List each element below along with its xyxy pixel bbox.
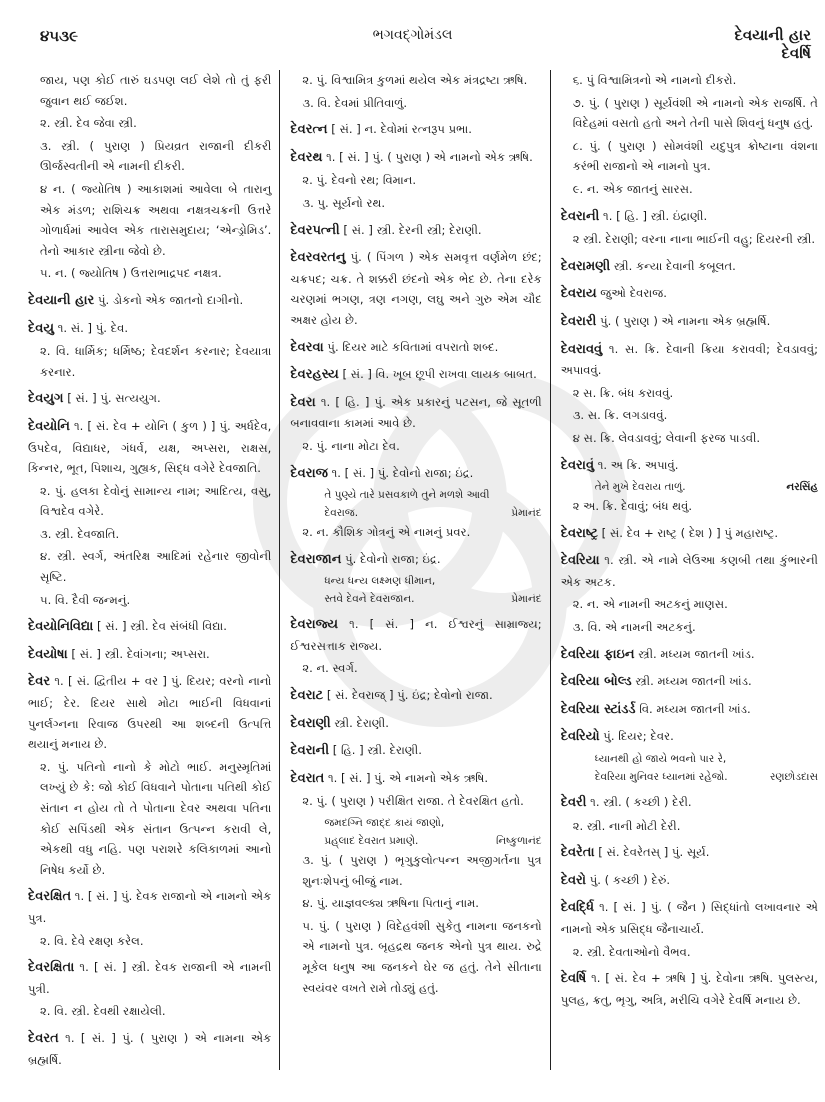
verse-line: સ્તવે દેવને દેવરાજાન.: [324, 593, 415, 606]
entry-headword: દેવયાની હાર: [28, 292, 95, 308]
dictionary-entry: [290, 713, 541, 735]
entry-headword: દેવર્દ્ધિ: [560, 900, 595, 916]
page-number: ૪૫૩૯: [40, 27, 79, 45]
entry-sense: ૯. ન. એક જાતનું સારસ.: [572, 181, 693, 196]
entry-definition: ૧. [ હિ. ] સ્ત્રી. ઇંદ્રાણી.: [599, 208, 708, 223]
entry-sense: ૨. વિ. દેવે રક્ષણ કરેલ.: [40, 933, 144, 948]
entry-sense: ૫. ન. ( જ્યોતિષ ) ઉત્તરાભાદ્રપદ નક્ષત્ર.: [40, 266, 222, 281]
dictionary-entry: [561, 671, 818, 693]
entry-sense: ૨. પું. ( પુરાણ ) પરીક્ષિત રાજા. તે દેવરક્ષિત હતો.: [302, 794, 524, 809]
entry-definition: ૧. અ ક્રિ. અપાવું.: [594, 457, 679, 472]
entry-sense: ૨. પું. નાના મોટા દેવ.: [302, 438, 400, 453]
entry-headword: દેવર: [28, 674, 51, 690]
entry-headword: દેવરા: [290, 394, 316, 410]
entry-definition: ૧. [ સં. ] પું. દેવક રાજાનો એ નામનો એક પુત્ર.: [28, 889, 272, 925]
dictionary-entry: [290, 337, 541, 359]
verse-author: પ્રેમાનંદ: [511, 507, 542, 520]
dictionary-entry: [290, 740, 541, 762]
entry-definition: ૧. [ સં. ] પું. ( જૈન ) સિદ્ધાંતો લખાવનાર એ નામનો એક પ્રસિદ્ધ જૈનાચાર્ય.: [560, 900, 818, 936]
entry-definition: ૧. [ સં. ] પું. ( પુરાણ ) એ નામના એક બ્રહ્મર્ષિ.: [28, 1030, 272, 1067]
dictionary-entry: [561, 726, 818, 748]
dictionary-entry: [28, 416, 271, 479]
dictionary-entry: [561, 870, 818, 892]
dictionary-entry: [28, 886, 271, 928]
dictionary-entry: [290, 614, 541, 656]
entry-sense: ૨. ન. સ્વર્ગ.: [302, 661, 358, 676]
entry-sense: ૨. પું. દેવનો રથ; વિમાન.: [302, 173, 417, 188]
entry-sense: ૫. પું. ( પુરાણ ) વિદેહવંશી સુકેતુ નામના જનકનો એ નામનો પુત્ર. બૃહદ્રથ જનક એનો પુત્ર થાય. રુદ્રે મૂકેલ ધનુષ આ જનકને ઘેર જ હતું. તેને સીતાના સ્વયંવર વખતે રામે તોડ્યું હતું.: [302, 918, 542, 995]
entry-sense: ૨. પું. પતિનો નાનો કે મોટો ભાઈ. મનુસ્મૃતિમાં લખ્યું છે કે: જો કોઈ વિધવાને પોતાના પતિથી કોઈ સંતાન ન હોય તો તે પોતાના દેવર અથવા પતિના કોઈ સપિંડથી એક સંતાન ઉત્પન્ન કરાવી લે, એકથી વધુ નહિ. પણ પરાશરે કલિકાળમાં આનો નિષેધ કર્યો છે.: [40, 759, 272, 877]
entry-sense: ૨ સ. ક્રિ. બંધ કરાવવું.: [572, 385, 674, 400]
verse-quotation: [561, 478, 818, 496]
entry-definition: [ સં. ] વિ. ખૂબ છૂપી રાખવા લાયક બાબત.: [338, 367, 537, 382]
entry-headword: દેવયોનિવિદ્યા: [28, 619, 94, 635]
verse-line: જમદગ્નિ જાદ્દ કાયં જાણો,: [324, 817, 445, 830]
entry-headword: દેવરાની: [290, 743, 330, 759]
dictionary-entry: [290, 247, 541, 330]
entry-sense: ૪ સ. ક્રિ. લેવડાવવું; લેવાની ફરજ પાડવી.: [572, 430, 761, 445]
entry-sense: ૨. વિ. સ્ત્રી. દેવથી રક્ષાયેલી.: [40, 1004, 166, 1019]
entry-headword: દેવરહસ્ય: [290, 367, 339, 383]
entry-definition: ૧. [ સં. ] ન. ઈશ્વરનું સામ્રાજ્ય; ઈશ્વરસત્તાક રાજ્ય.: [290, 617, 542, 653]
entry-headword: દેવરાજાન: [290, 551, 342, 567]
entry-headword: દેવરત્ન: [290, 122, 328, 138]
dictionary-entry: [28, 290, 271, 312]
entry-sense: ૬. પું વિશ્વામિત્રનો એ નામનો દીકરો.: [572, 73, 737, 87]
entry-definition: ૧. [ સં. ] સ્ત્રી. દેવક રાજાની એ નામની પુત્રી.: [28, 960, 272, 996]
dictionary-entry: [290, 549, 541, 571]
entry-sense: ૩. પુ. સૂર્યનો રથ.: [302, 195, 386, 210]
entry-definition: પું. દિયર; દેવર.: [599, 729, 674, 744]
dictionary-entry: [28, 318, 271, 340]
dictionary-entry: [290, 463, 541, 485]
entry-sense: ૨ સ્ત્રી. દેરાણી; વરના નાના ભાઈની વહુ; દિયરની સ્ત્રી.: [572, 232, 816, 247]
entry-sense: ૭. પું. ( પુરાણ ) સૂર્યવંશી એ નામનો એક રાજર્ષિ. તે વિદેહમાં વસતો હતો અને તેની પાસે શિવનું ધનુષ હતું.: [572, 95, 818, 131]
dictionary-entry: [561, 206, 818, 228]
dictionary-columns: [28, 70, 818, 1095]
dictionary-entry: [290, 392, 541, 434]
dictionary-entry: [290, 364, 541, 386]
dictionary-entry: [561, 256, 818, 278]
entry-sense: ૨. સ્ત્રી. નાની મોટી દેરી.: [572, 818, 681, 833]
verse-line: ધન્ય ધન્ય લક્ષ્મણ ધીમાન,: [324, 575, 436, 588]
dictionary-entry: [290, 685, 541, 707]
entry-definition: ૧. [ સં. દેવ + યોનિ ( કુળ ) ] પું. અર્ધદેવ, ઉપદેવ, વિદ્યાધર, ગંધર્વ, યક્ષ, અપ્સરા, રાક્ષસ, કિન્નર, ભૂત, પિશાચ, ગુહ્યક, સિદ્ધ વગેરે દેવજાતિ.: [28, 418, 272, 476]
page-header: [0, 0, 825, 62]
entry-headword: દેવરો: [560, 872, 587, 888]
entry-headword: દેવરિયા: [560, 553, 600, 569]
entry-headword: દેવયુગ: [28, 391, 64, 407]
guide-word-first: દેવયાની હાર: [734, 26, 811, 44]
entry-definition: [ સં. ] સ્ત્રી. દેવાંગના; અપ્સરા.: [67, 646, 210, 661]
column-3: [551, 70, 818, 1095]
verse-line: તેને મુખે દેવરાય તાળું.: [594, 481, 686, 494]
entry-definition: સ્ત્રી. મધ્યમ જાતની ખાંડ.: [634, 646, 755, 661]
dictionary-entry: [28, 616, 271, 638]
entry-sense: ૩. વિ. દેવમાં પ્રીતિવાળું.: [302, 95, 408, 110]
entry-sense: ૨. પું. વિશ્વામિત્ર કુળમાં થયેલ એક મંત્રદ્રષ્ટા ઋષિ.: [302, 73, 528, 87]
entry-headword: દેવરેતા: [560, 845, 595, 861]
dictionary-entry: [561, 968, 818, 1010]
guide-word-last: દેવર્ષિ: [781, 44, 811, 62]
entry-headword: દેવરાજ્ય: [290, 617, 339, 633]
dictionary-entry: [290, 147, 541, 169]
dictionary-entry: [28, 644, 271, 666]
entry-definition: પું. ( કચ્છી ) દેરું.: [586, 872, 671, 887]
dictionary-entry: [28, 1028, 271, 1070]
entry-headword: દેવરત: [28, 1030, 59, 1046]
verse-line: તે પુણ્યે તારે પ્રસવકાળે તુને મળશે આવી: [324, 489, 490, 502]
entry-definition: ૧. [ સં. ] પું. એ નામનો એક ઋષિ.: [324, 770, 489, 785]
entry-headword: દેવરક્ષિત: [28, 889, 72, 905]
dictionary-entry: [561, 792, 818, 814]
entry-headword: દેવરારી: [560, 313, 597, 329]
entry-definition: પું. દિયર માટે કવિતામાં વપરાતો શબ્દ.: [323, 339, 499, 354]
dictionary-entry: [561, 311, 818, 333]
dictionary-entry: [290, 220, 541, 242]
entry-headword: દેવરાવું: [560, 457, 595, 473]
verse-quotation: [561, 750, 818, 786]
verse-line: દેવરિયા મુનિવર ધ્યાનમાં રહેજો.: [594, 771, 728, 784]
entry-sense: ૩. સ્ત્રી. ( પુરાણ ) પ્રિયવ્રત રાજાની દીકરી ઊર્જસ્વતીની એ નામની દીકરી.: [40, 138, 272, 174]
dictionary-entry: [28, 957, 271, 999]
entry-definition: [ સં. દેવરાજ્ ] પું. ઇંદ્ર; દેવોનો રાજા.: [323, 688, 493, 703]
entry-headword: દેવરવરતનુ: [290, 250, 346, 266]
entry-sense: ૩. વિ. એ નામની અટકનું.: [572, 620, 696, 635]
entry-definition: સ્ત્રી. મધ્યમ જાતની ખાંડ.: [631, 674, 752, 689]
entry-definition: ૧. [ સં. ] પું. દેવોનો રાજા; ઇંદ્ર.: [327, 465, 474, 480]
entry-sense: ૨. ન. કૌશિક ગોત્રનું એ નામનું પ્રવર.: [302, 525, 471, 540]
entry-definition: [ સં. દેવરેતસ્ ] પું. સૂર્ય.: [594, 845, 710, 860]
verse-author: નરસિંહ: [786, 481, 818, 494]
dictionary-entry: [290, 768, 541, 790]
entry-headword: દેવરી: [560, 795, 587, 811]
entry-headword: દેવરાટ: [290, 688, 324, 704]
entry-headword: દેવરાત: [290, 770, 325, 786]
entry-sense: ૩. પું. ( પુરાણ ) ભૃગુકુલોત્પન્ન અજીગર્તના પુત્ર શુનઃશેપનું બીજું નામ.: [302, 853, 542, 888]
entry-headword: દેવરાજ: [290, 465, 328, 481]
entry-sense: ૨. સ્ત્રી. દેવ જેવા સ્ત્રી.: [40, 116, 137, 131]
verse-quotation: [290, 572, 541, 608]
verse-author: પ્રેમાનંદ: [511, 593, 542, 606]
entry-definition: ૧. સ્ત્રી. એ નામે લેઉઆ કણબી તથા કુંભારની એક અટક.: [560, 553, 818, 589]
dictionary-entry: [561, 283, 818, 305]
entry-definition: ૧. સ્ત્રી. ( કચ્છી ) દેરી.: [586, 795, 692, 810]
dictionary-entry: [290, 119, 541, 141]
entry-definition: [ સં. ] સ્ત્રી. દેરની સ્ત્રી; દેરાણી.: [339, 222, 482, 237]
verse-line: દેવરાજ.: [324, 507, 359, 520]
entry-headword: દેવયુ: [28, 320, 55, 336]
entry-definition: સ્ત્રી. કન્યા દેવાની કબૂલત.: [610, 258, 736, 273]
entry-headword: દેવરાની: [560, 208, 600, 224]
dictionary-entry: [561, 339, 818, 381]
entry-definition: વિ. મધ્યમ જાતની ખાંડ.: [635, 701, 751, 716]
entry-headword: દેવરિયા બોલ્ડ: [560, 674, 632, 690]
dictionary-entry: [561, 897, 818, 939]
entry-definition: ૧. [ સં. દેવ + ઋષિ ] પું. દેવોના ઋષિ. પુલસ્ત્ય, પુલહ, ક્રતુ, ભૃગુ, અત્રિ, મરીચિ વગેરે દેવર્ષિ મનાય છે.: [560, 971, 818, 1007]
verse-quotation: [290, 814, 541, 850]
entry-definition: [ સં. ] સ્ત્રી. દેવ સંબંધી વિદ્યા.: [93, 619, 227, 634]
entry-sense: ૫. વિ. દૈવી જન્મનું.: [40, 592, 131, 607]
entry-definition: પું. ( પિંગળ ) એક સમવૃત્ત વર્ણમેળ છંદ; ચક્રપદ; ચક્ર. તે શક્કરી છંદનો એક ભેદ છે. તેના દરેક ચરણમાં ભગણ, ત્રણ નગણ, લઘુ અને ગુરુ એમ ચૌદ અક્ષર હોય છે.: [290, 250, 542, 327]
entry-definition: સ્ત્રી. દેરાણી.: [330, 715, 389, 730]
entry-definition: [ સં. દેવ + રાષ્ટ્ર ( દેશ ) ] પું મહારાષ્ટ્ર.: [597, 525, 779, 540]
dictionary-entry: [28, 671, 271, 754]
column-1: [28, 70, 279, 1095]
entry-sense: ૨. પું. હલકા દેવોનું સામાન્ય નામ; આદિત્ય, વસુ, વિશ્વદેવ વગેરે.: [40, 483, 272, 519]
entry-headword: દેવરપત્ની: [290, 222, 340, 238]
entry-sense: ૪. પું. યાજ્ઞવલ્ક્ય ઋષિના પિતાનું નામ.: [302, 896, 479, 911]
entry-definition: [ સં. ] પું. સત્યયુગ.: [63, 391, 161, 406]
dictionary-entry: [561, 842, 818, 864]
entry-definition: ૧. [ સં. ] પું. ( પુરાણ ) એ નામનો એક ઋષિ.: [322, 149, 533, 164]
dictionary-entry: [561, 699, 818, 721]
dictionary-entry: [561, 550, 818, 592]
entry-headword: દેવરાવવું: [560, 341, 603, 357]
entry-definition: ૧. [ હિ. ] પું. એક પ્રકારનું પટસન, જે સૂતળી બનાવવાના કામમાં આવે છે.: [290, 394, 542, 431]
verse-author: રણછોડદાસ: [769, 771, 818, 784]
entry-definition: ૧. [ સં. દ્વિતીય + વર ] પું. દિયર; વરનો નાનો ભાઈ; દેર. દિયર સાથે મોટા ભાઈની વિધવાનાં પુનર્લગ્નના રિવાજ ઉપરથી આ શબ્દની ઉત્પત્તિ થયાનું મનાય છે.: [28, 674, 272, 752]
entry-headword: દેવરવા: [290, 339, 324, 355]
book-title: ભગવદ્ગોમંડલ: [372, 27, 453, 43]
entry-definition: ૧. સં. ] પું. દેવ.: [54, 320, 129, 335]
entry-definition: ૧. સ. ક્રિ. દેવાની ક્રિયા કરાવવી; દેવડાવવું; અપાવવું.: [560, 341, 818, 378]
entry-headword: દેવયોનિ: [28, 418, 70, 434]
verse-author: નિષ્કુળાનંદ: [496, 835, 542, 848]
entry-sense: ૨. વિ. ધાર્મિક; ધર્મિષ્ઠ; દેવદર્શન કરનાર; દેવયાત્રા કરનાર.: [40, 344, 272, 379]
entry-definition: પું. દેવોનો રાજા; ઇંદ્ર.: [341, 551, 441, 566]
column-2: [280, 70, 549, 1095]
dictionary-entry: [28, 388, 271, 410]
verse-line: પ્રહ્‌લાદ દેવરાત પ્રમાણે.: [324, 835, 419, 848]
entry-sense: ૮. પું. ( પુરાણ ) સોમવંશી યદુપુત્ર ક્રોષ્ટાના વંશના કરંભી રાજાનો એ નામનો પુત્ર.: [572, 138, 818, 174]
entry-sense: ૩. સ. ક્રિ. લગડાવવું.: [572, 408, 668, 423]
entry-sense: ૩. સ્ત્રી. દેવજાતિ.: [40, 526, 120, 541]
entry-headword: દેવયોષા: [28, 646, 68, 662]
entry-headword: દેવરિયા ફાઇન: [560, 646, 635, 662]
entry-definition: જુઓ દેવરાજ.: [596, 286, 667, 301]
verse-line: ધ્યાનથી હો જાયે ભવનો પાર રે,: [594, 753, 727, 766]
verse-quotation: [290, 486, 541, 522]
entry-definition: પું. ( પુરાણ ) એ નામના એક બ્રહ્મર્ષિ.: [596, 313, 771, 328]
entry-sense: ૨ અ. ક્રિ. દેવાવું; બંધ થવું.: [572, 499, 693, 514]
entry-headword: દેવર્ષિ: [560, 971, 587, 987]
entry-headword: દેવરક્ષિતા: [28, 960, 75, 976]
dictionary-entry: [561, 644, 818, 666]
entry-headword: દેવરાય: [560, 286, 597, 302]
entry-headword: દેવરિયા સ્ટાંડર્ડ: [560, 701, 636, 717]
entry-definition: [ હિ. ] સ્ત્રી. દેરાણી.: [329, 743, 422, 758]
entry-sense: ૪ ન. ( જ્યોતિષ ) આકાશમાં આવેલા બે તારાનુ એક મંડળ; રાશિચક્ર અથવા નક્ષત્રચક્રની ઉત્તરે ગોળાર્ધમાં આવેલ એક તારાસમુદાય; ‘એન્ડ્રોમિડ’. તેનો આકાર સ્ત્રીના જેવો છે.: [40, 181, 272, 258]
dictionary-entry: [561, 523, 818, 545]
entry-definition: પું. ડોકનો એક જાતનો દાગીનો.: [94, 292, 244, 307]
entry-continuation: જાય, પણ કોઈ તારું ઘડપણ લઈ લેશે તો તું ફરી જુવાન થઈ જઈશ.: [40, 73, 272, 108]
entry-headword: દેવરિયો: [560, 729, 600, 745]
entry-definition: [ સં. ] ન. દેવોમાં રત્નરૂપ પ્રભા.: [327, 122, 472, 137]
entry-sense: ૨. ન. એ નામની અટકનું માણસ.: [572, 597, 728, 612]
entry-sense: ૨. સ્ત્રી. દેવતાઓનો વૈભવ.: [572, 944, 691, 959]
entry-headword: દેવરથ: [290, 149, 323, 165]
entry-headword: દેવરામણી: [560, 258, 611, 274]
entry-headword: દેવરાણી: [290, 715, 331, 731]
dictionary-entry: [561, 455, 818, 477]
entry-sense: ૪. સ્ત્રી. સ્વર્ગ, અંતરિક્ષ આદિમાં રહેનાર જીવોની સૃષ્ટિ.: [40, 549, 272, 585]
entry-headword: દેવરાષ્ટ્ર: [560, 525, 598, 541]
